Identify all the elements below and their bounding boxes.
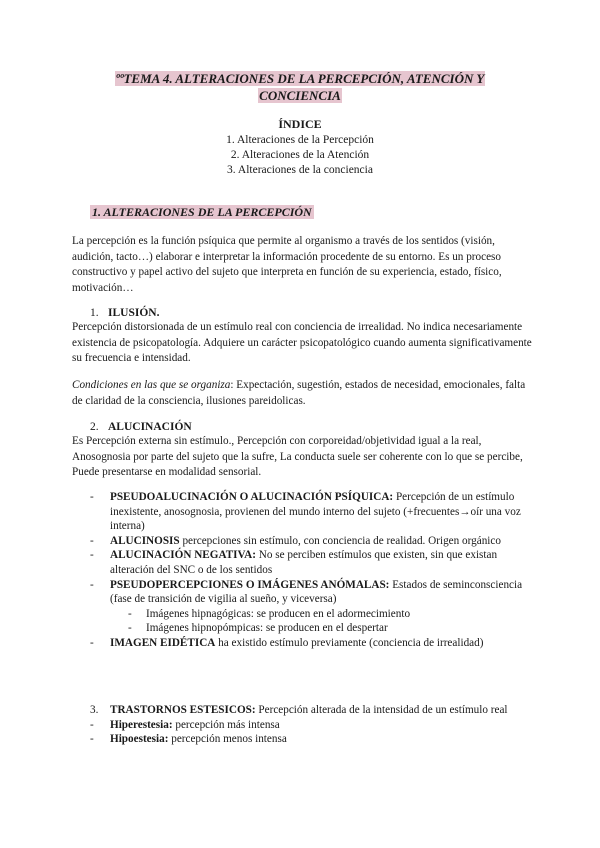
section-heading: 1. ALTERACIONES DE LA PERCEPCIÓN [92,205,312,219]
alucinacion-paragraph: Es Percepción externa sin estímulo., Percepción con corporeidad/objetividad igual a la real, Anosognosia por parte del sujeto que la sufre, La conducta suele ser coherente con lo que se percibe, Puede presentarse en modalidad sensorial. [72,435,523,479]
index-item: 2. Alteraciones de la Atención [230,149,370,161]
conditions-label: Condiciones en las que se organiza [72,379,231,391]
trastornos-heading: 3. TRASTORNOS ESTESICOS: Percepción alterada de la intensidad de un estímulo real [90,704,508,716]
list-item: - ALUCINACIÓN NEGATIVA: No se perciben estímulos que existen, sin que existan alteración del SNC o de los sentidos [90,549,498,576]
list-item: - Hiperestesia: percepción más intensa [90,718,280,731]
list-item: - Hipoestesia: percepción menos intensa [90,733,287,746]
alucinacion-heading: 2. ALUCINACIÓN [90,421,192,433]
trastornos-list [90,703,530,747]
conditions-text: : Expectación, sugestión, estados de necesidad, emocionales, falta de claridad de la consciencia, ilusiones pareidolicas. [72,379,526,407]
alucinacion-list [90,490,530,651]
index-item: 3. Alteraciones de la conciencia [227,164,373,176]
conditions-paragraph [72,378,532,409]
document-title [90,70,510,104]
ilusion-heading: 1. ILUSIÓN. [90,307,160,319]
index-heading: ÍNDICE [278,117,322,131]
list-item: - PSEUDOALUCINACIÓN O ALUCINACIÓN PSÍQUICA: Percepción de un estímulo inexistente, anosognosia, provienen del mundo interno del sujeto (+frecuentes→oír una voz interna) [90,491,521,533]
title-line-1: ººTEMA 4. ALTERACIONES DE LA PERCEPCIÓN, ATENCIÓN Y [115,71,485,86]
list-item: - ALUCINOSIS percepciones sin estímulo, con conciencia de realidad. Origen orgánico [90,534,501,547]
title-line-2: CONCIENCIA [259,88,341,103]
sub-list-item: - Imágenes hipnopómpicas: se producen en el despertar [128,622,388,635]
index-item: 1. Alteraciones de la Percepción [226,134,374,146]
list-item: - IMAGEN EIDÉTICA ha existido estímulo previamente (conciencia de irrealidad) [90,636,484,649]
intro-paragraph: La percepción es la función psíquica que permite al organismo a través de los sentidos (visión, audición, tacto…) elaborar e interpretar la información procedente de su entorno. Es un proceso constructivo y papel activo del sujeto que interpreta en función de su experiencia, estado, físico, motivación… [72,235,502,294]
ilusion-paragraph: Percepción distorsionada de un estímulo real con conciencia de irrealidad. No indica necesariamente existencia de psicopatología. Adquiere un carácter psicopatológico cuando aumenta significativamente su frecuencia e intensidad. [72,321,532,365]
index-list [0,133,600,178]
sub-list-item: - Imágenes hipnagógicas: se producen en el adormecimiento [128,607,411,620]
list-item: - PSEUDOPERCEPCIONES O IMÁGENES ANÓMALAS: Estados de seminconsciencia (fase de transición de vigilia al sueño, y viceversa) [90,578,523,606]
